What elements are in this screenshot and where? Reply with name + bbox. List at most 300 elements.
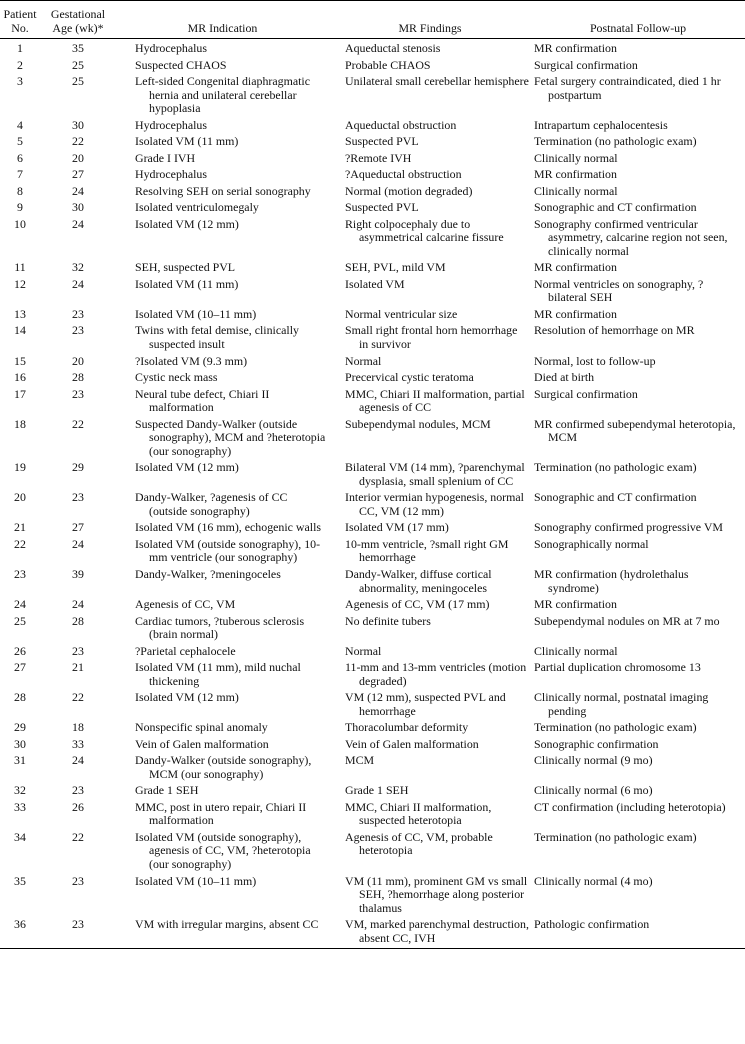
cell-mr-findings — [329, 418, 531, 462]
table-row — [0, 721, 745, 737]
cell-mr-indication-text: Dandy-Walker, ?meningoceles — [135, 566, 281, 581]
header-gestational-age: Gestational Age (wk)* — [40, 1, 116, 39]
cell-gestational-age — [40, 538, 116, 568]
cell-patient-no — [0, 875, 40, 919]
cell-patient-no-text: 2 — [17, 57, 23, 72]
cell-gestational-age-text: 21 — [72, 660, 84, 675]
table-row — [0, 135, 745, 151]
cell-mr-indication — [116, 721, 329, 737]
cell-patient-no-text: 18 — [14, 416, 26, 431]
cell-postnatal-followup — [531, 168, 745, 184]
cell-postnatal-followup-text: MR confirmation — [534, 260, 617, 275]
cell-postnatal-followup-text: Clinically normal (6 mo) — [534, 783, 653, 798]
cell-gestational-age-text: 23 — [72, 643, 84, 658]
cell-mr-findings — [329, 119, 531, 135]
cell-mr-indication — [116, 831, 329, 875]
cell-gestational-age — [40, 661, 116, 691]
cell-mr-findings — [329, 168, 531, 184]
cell-mr-findings — [329, 308, 531, 324]
table-row — [0, 418, 745, 462]
cell-postnatal-followup — [531, 261, 745, 277]
cell-gestational-age-text: 23 — [72, 490, 84, 505]
cell-patient-no-text: 23 — [14, 566, 26, 581]
cell-gestational-age-text: 29 — [72, 460, 84, 475]
cell-mr-findings-text: Normal ventricular size — [345, 306, 458, 321]
cell-mr-indication — [116, 418, 329, 462]
cell-gestational-age — [40, 119, 116, 135]
cell-postnatal-followup — [531, 324, 745, 354]
table-row — [0, 278, 745, 308]
cell-gestational-age-text: 27 — [72, 167, 84, 182]
cell-postnatal-followup-text: Termination (no pathologic exam) — [534, 134, 697, 149]
cell-mr-indication-text: Isolated VM (16 mm), echogenic walls — [135, 520, 322, 535]
cell-patient-no-text: 30 — [14, 736, 26, 751]
cell-patient-no — [0, 39, 40, 59]
cell-mr-findings-text: Normal — [345, 353, 382, 368]
cell-gestational-age — [40, 645, 116, 661]
cell-postnatal-followup — [531, 491, 745, 521]
cell-mr-indication — [116, 371, 329, 387]
cell-patient-no — [0, 388, 40, 418]
cell-patient-no-text: 33 — [14, 799, 26, 814]
cell-gestational-age — [40, 691, 116, 721]
cell-postnatal-followup-text: Died at birth — [534, 370, 595, 385]
cell-postnatal-followup — [531, 388, 745, 418]
cell-mr-indication-text: SEH, suspected PVL — [135, 260, 236, 275]
cell-mr-findings — [329, 918, 531, 949]
cell-mr-indication-text: Isolated VM (12 mm) — [135, 460, 239, 475]
cell-mr-findings-text: Vein of Galen malformation — [345, 736, 479, 751]
cell-mr-indication — [116, 59, 329, 75]
cell-mr-indication-text: Hydrocephalus — [135, 117, 207, 132]
table-row — [0, 355, 745, 371]
cell-patient-no — [0, 168, 40, 184]
cell-mr-findings — [329, 491, 531, 521]
cell-postnatal-followup — [531, 784, 745, 800]
cell-mr-indication-text: Grade 1 SEH — [135, 783, 199, 798]
cell-mr-findings — [329, 152, 531, 168]
cell-patient-no-text: 31 — [14, 753, 26, 768]
cell-gestational-age — [40, 598, 116, 614]
cell-mr-findings — [329, 754, 531, 784]
cell-gestational-age — [40, 152, 116, 168]
cell-gestational-age — [40, 784, 116, 800]
cell-patient-no-text: 17 — [14, 386, 26, 401]
cell-mr-findings — [329, 568, 531, 598]
table-header — [0, 1, 745, 39]
cell-patient-no — [0, 721, 40, 737]
cell-patient-no — [0, 75, 40, 119]
cell-patient-no-text: 24 — [14, 597, 26, 612]
cell-patient-no — [0, 568, 40, 598]
cell-mr-findings — [329, 645, 531, 661]
cell-postnatal-followup — [531, 308, 745, 324]
cell-mr-findings-text: Grade 1 SEH — [345, 783, 409, 798]
cell-gestational-age — [40, 721, 116, 737]
cell-mr-indication — [116, 39, 329, 59]
cell-gestational-age — [40, 918, 116, 949]
cell-mr-indication — [116, 691, 329, 721]
cell-patient-no — [0, 598, 40, 614]
cell-postnatal-followup-text: Termination (no pathologic exam) — [534, 460, 697, 475]
cell-patient-no-text: 26 — [14, 643, 26, 658]
cell-mr-findings — [329, 784, 531, 800]
cell-mr-findings — [329, 135, 531, 151]
cell-mr-indication-text: Resolving SEH on serial sonography — [135, 183, 311, 198]
cell-postnatal-followup-text: MR confirmation (hydrolethalus syndrome) — [534, 566, 689, 595]
cell-mr-indication — [116, 324, 329, 354]
cell-mr-indication — [116, 168, 329, 184]
cell-mr-indication-text: MMC, post in utero repair, Chiari II malformation — [135, 799, 307, 828]
cell-patient-no — [0, 521, 40, 537]
cell-patient-no — [0, 491, 40, 521]
cell-gestational-age-text: 39 — [72, 566, 84, 581]
cell-patient-no-text: 5 — [17, 134, 23, 149]
cell-postnatal-followup-text: Clinically normal — [534, 183, 618, 198]
cell-gestational-age-text: 20 — [72, 150, 84, 165]
cell-mr-findings — [329, 324, 531, 354]
cell-mr-indication-text: Cardiac tumors, ?tuberous sclerosis (brain normal) — [135, 613, 305, 642]
cell-gestational-age-text: 18 — [72, 720, 84, 735]
cell-patient-no-text: 6 — [17, 150, 23, 165]
cell-mr-findings-text: ?Aqueductal obstruction — [345, 167, 462, 182]
cell-postnatal-followup-text: MR confirmation — [534, 597, 617, 612]
cell-postnatal-followup — [531, 461, 745, 491]
cell-mr-findings — [329, 201, 531, 217]
table-row — [0, 645, 745, 661]
cell-postnatal-followup-text: MR confirmation — [534, 167, 617, 182]
cell-postnatal-followup — [531, 185, 745, 201]
cell-gestational-age-text: 24 — [72, 216, 84, 231]
cell-patient-no-text: 12 — [14, 276, 26, 291]
table-row — [0, 201, 745, 217]
cell-mr-indication-text: Twins with fetal demise, clinically suspected insult — [135, 323, 299, 352]
cell-patient-no-text: 8 — [17, 183, 23, 198]
cell-mr-indication — [116, 598, 329, 614]
table-row — [0, 615, 745, 645]
cell-gestational-age — [40, 875, 116, 919]
cell-gestational-age-text: 22 — [72, 134, 84, 149]
cell-mr-findings — [329, 261, 531, 277]
table-row — [0, 754, 745, 784]
cell-gestational-age — [40, 491, 116, 521]
cell-postnatal-followup — [531, 691, 745, 721]
cell-postnatal-followup — [531, 152, 745, 168]
cell-postnatal-followup — [531, 39, 745, 59]
cell-gestational-age — [40, 185, 116, 201]
cell-gestational-age-text: 25 — [72, 74, 84, 89]
cell-patient-no — [0, 308, 40, 324]
cell-mr-findings-text: Aqueductal obstruction — [345, 117, 457, 132]
table-row — [0, 538, 745, 568]
cell-postnatal-followup — [531, 59, 745, 75]
cell-mr-indication-text: Neural tube defect, Chiari II malformation — [135, 386, 270, 415]
cell-patient-no — [0, 185, 40, 201]
cell-postnatal-followup-text: Sonographic and CT confirmation — [534, 490, 697, 505]
cell-gestational-age — [40, 461, 116, 491]
cell-mr-findings-text: Agenesis of CC, VM, probable heterotopia — [345, 829, 493, 858]
cell-gestational-age-text: 22 — [72, 416, 84, 431]
cell-mr-indication-text: Isolated ventriculomegaly — [135, 200, 259, 215]
cell-patient-no — [0, 135, 40, 151]
cell-mr-findings — [329, 691, 531, 721]
cell-gestational-age — [40, 59, 116, 75]
cell-mr-indication-text: Isolated VM (outside sonography), 10-mm ventricle (our sonography) — [135, 536, 321, 565]
cell-mr-findings — [329, 801, 531, 831]
cell-mr-findings — [329, 661, 531, 691]
cell-mr-indication — [116, 875, 329, 919]
cell-mr-indication-text: Isolated VM (11 mm) — [135, 134, 239, 149]
cell-patient-no-text: 7 — [17, 167, 23, 182]
table-row — [0, 875, 745, 919]
table-row — [0, 39, 745, 59]
cell-postnatal-followup — [531, 218, 745, 262]
cell-postnatal-followup — [531, 721, 745, 737]
cell-mr-findings-text: Interior vermian hypogenesis, normal CC, VM (12 mm) — [345, 490, 524, 518]
cell-patient-no-text: 9 — [17, 200, 23, 215]
cell-postnatal-followup — [531, 201, 745, 217]
cell-gestational-age-text: 22 — [72, 829, 84, 844]
cell-postnatal-followup-text: Sonographic confirmation — [534, 736, 659, 751]
cell-postnatal-followup-text: Normal ventricles on sonography, ?bilateral SEH — [534, 276, 704, 305]
cell-postnatal-followup-text: Normal, lost to follow-up — [534, 353, 656, 368]
cell-postnatal-followup — [531, 521, 745, 537]
cell-gestational-age — [40, 355, 116, 371]
cell-patient-no — [0, 261, 40, 277]
cell-mr-findings — [329, 278, 531, 308]
cell-mr-findings-text: MCM — [345, 753, 375, 768]
table-row — [0, 185, 745, 201]
cell-mr-indication — [116, 278, 329, 308]
cell-mr-indication — [116, 308, 329, 324]
cell-patient-no — [0, 661, 40, 691]
table-row — [0, 784, 745, 800]
cell-patient-no-text: 25 — [14, 613, 26, 628]
cell-gestational-age-text: 24 — [72, 536, 84, 551]
cell-postnatal-followup-text: CT confirmation (including heterotopia) — [534, 799, 726, 814]
cell-mr-findings — [329, 738, 531, 754]
cell-mr-indication-text: Isolated VM (11 mm), mild nuchal thickening — [135, 660, 301, 688]
cell-gestational-age-text: 20 — [72, 353, 84, 368]
cell-patient-no-text: 36 — [14, 917, 26, 932]
cell-patient-no — [0, 615, 40, 645]
table-row — [0, 461, 745, 491]
cell-postnatal-followup-text: Clinically normal — [534, 150, 618, 165]
cell-gestational-age — [40, 738, 116, 754]
cell-mr-findings-text: No definite tubers — [345, 613, 431, 628]
cell-patient-no-text: 15 — [14, 353, 26, 368]
cell-gestational-age-text: 22 — [72, 690, 84, 705]
cell-mr-indication-text: Grade I IVH — [135, 150, 196, 165]
header-mr-indication: MR Indication — [116, 1, 329, 39]
cell-mr-findings-text: MMC, Chiari II malformation, suspected heterotopia — [345, 799, 492, 828]
cell-mr-findings — [329, 875, 531, 919]
cell-postnatal-followup — [531, 418, 745, 462]
cell-gestational-age-text: 27 — [72, 520, 84, 535]
cell-mr-findings — [329, 831, 531, 875]
cell-mr-indication-text: Dandy-Walker, ?agenesis of CC (outside sonography) — [135, 490, 288, 518]
cell-patient-no — [0, 645, 40, 661]
cell-postnatal-followup-text: Termination (no pathologic exam) — [534, 829, 697, 844]
cell-gestational-age-text: 24 — [72, 276, 84, 291]
cell-mr-indication-text: Isolated VM (12 mm) — [135, 690, 239, 705]
cell-patient-no-text: 28 — [14, 690, 26, 705]
cell-postnatal-followup-text: Resolution of hemorrhage on MR — [534, 323, 695, 338]
cell-patient-no — [0, 784, 40, 800]
cell-mr-indication — [116, 261, 329, 277]
cell-postnatal-followup — [531, 598, 745, 614]
cell-gestational-age-text: 25 — [72, 57, 84, 72]
cell-postnatal-followup-text: MR confirmed subependymal heterotopia, MCM — [534, 416, 736, 445]
cell-mr-findings-text: VM (11 mm), prominent GM vs small SEH, ?hemorrhage along posterior thalamus — [345, 873, 528, 915]
cell-postnatal-followup-text: Sonographically normal — [534, 536, 649, 551]
cell-mr-indication — [116, 784, 329, 800]
cell-postnatal-followup — [531, 801, 745, 831]
cell-gestational-age-text: 28 — [72, 370, 84, 385]
cell-mr-indication — [116, 119, 329, 135]
cell-gestational-age-text: 23 — [72, 323, 84, 338]
table-body — [0, 39, 745, 949]
table-row — [0, 691, 745, 721]
cell-patient-no — [0, 754, 40, 784]
cell-gestational-age — [40, 568, 116, 598]
cell-gestational-age — [40, 371, 116, 387]
cell-mr-findings — [329, 371, 531, 387]
cell-mr-indication — [116, 75, 329, 119]
cell-mr-findings-text: SEH, PVL, mild VM — [345, 260, 446, 275]
cell-mr-indication — [116, 521, 329, 537]
cell-mr-indication — [116, 645, 329, 661]
cell-mr-findings-text: Unilateral small cerebellar hemisphere — [345, 74, 529, 89]
cell-mr-indication — [116, 388, 329, 418]
cell-patient-no-text: 22 — [14, 536, 26, 551]
cell-mr-findings-text: Subependymal nodules, MCM — [345, 416, 491, 431]
cell-postnatal-followup-text: Surgical confirmation — [534, 57, 638, 72]
cell-mr-findings-text: Suspected PVL — [345, 200, 419, 215]
table-row — [0, 831, 745, 875]
cell-patient-no — [0, 831, 40, 875]
cell-postnatal-followup-text: Sonography confirmed ventricular asymmetry, calcarine region not seen, clinically normal — [534, 216, 728, 258]
cell-postnatal-followup-text: Partial duplication chromosome 13 — [534, 660, 701, 675]
cell-patient-no-text: 3 — [17, 74, 23, 89]
cell-mr-findings — [329, 59, 531, 75]
cell-gestational-age-text: 23 — [72, 783, 84, 798]
cell-mr-indication — [116, 355, 329, 371]
cell-gestational-age — [40, 75, 116, 119]
cell-patient-no-text: 35 — [14, 873, 26, 888]
cell-mr-indication — [116, 661, 329, 691]
cell-gestational-age-text: 24 — [72, 183, 84, 198]
cell-mr-findings — [329, 721, 531, 737]
cell-mr-findings-text: Bilateral VM (14 mm), ?parenchymal dysplasia, small splenium of CC — [345, 460, 525, 488]
cell-mr-findings-text: Isolated VM — [345, 276, 405, 291]
cell-postnatal-followup — [531, 119, 745, 135]
cell-mr-findings-text: Dandy-Walker, diffuse cortical abnormality, meningoceles — [345, 566, 492, 595]
cell-mr-findings — [329, 75, 531, 119]
table-row — [0, 75, 745, 119]
cell-mr-indication-text: Nonspecific spinal anomaly — [135, 720, 268, 735]
cell-mr-findings-text: Small right frontal horn hemorrhage in survivor — [345, 323, 518, 352]
cell-patient-no — [0, 119, 40, 135]
table-row — [0, 738, 745, 754]
cell-postnatal-followup-text: Clinically normal, postnatal imaging pending — [534, 690, 709, 718]
cell-mr-indication — [116, 185, 329, 201]
cell-mr-findings-text: Agenesis of CC, VM (17 mm) — [345, 597, 490, 612]
cell-gestational-age — [40, 168, 116, 184]
table-row — [0, 568, 745, 598]
cell-gestational-age — [40, 135, 116, 151]
cell-postnatal-followup — [531, 135, 745, 151]
cell-patient-no-text: 14 — [14, 323, 26, 338]
cell-patient-no — [0, 371, 40, 387]
header-mr-findings: MR Findings — [329, 1, 531, 39]
cell-mr-indication — [116, 801, 329, 831]
cell-postnatal-followup-text: Clinically normal (4 mo) — [534, 873, 653, 888]
cell-postnatal-followup — [531, 831, 745, 875]
cell-patient-no-text: 16 — [14, 370, 26, 385]
cell-mr-indication-text: Cystic neck mass — [135, 370, 218, 385]
cell-mr-indication — [116, 615, 329, 645]
cell-gestational-age-text: 23 — [72, 917, 84, 932]
cell-postnatal-followup-text: Sonographic and CT confirmation — [534, 200, 697, 215]
cell-gestational-age — [40, 39, 116, 59]
cell-mr-findings-text: Thoracolumbar deformity — [345, 720, 469, 735]
cell-gestational-age — [40, 801, 116, 831]
cell-postnatal-followup-text: MR confirmation — [534, 306, 617, 321]
cell-mr-findings-text: Normal — [345, 643, 382, 658]
cell-postnatal-followup — [531, 615, 745, 645]
cell-gestational-age-text: 28 — [72, 613, 84, 628]
cell-postnatal-followup — [531, 75, 745, 119]
cell-mr-findings — [329, 185, 531, 201]
cell-postnatal-followup — [531, 538, 745, 568]
cell-patient-no-text: 34 — [14, 829, 26, 844]
cell-postnatal-followup — [531, 918, 745, 949]
cell-mr-findings — [329, 615, 531, 645]
cell-gestational-age — [40, 261, 116, 277]
cell-mr-findings-text: Probable CHAOS — [345, 57, 431, 72]
cell-mr-indication-text: VM with irregular margins, absent CC — [135, 917, 319, 932]
cell-postnatal-followup — [531, 371, 745, 387]
cell-mr-indication — [116, 538, 329, 568]
cell-postnatal-followup-text: Fetal surgery contraindicated, died 1 hr postpartum — [534, 74, 721, 102]
cell-mr-findings-text: Normal (motion degraded) — [345, 183, 473, 198]
cell-patient-no-text: 19 — [14, 460, 26, 475]
table-row — [0, 218, 745, 262]
cell-gestational-age-text: 30 — [72, 200, 84, 215]
cell-mr-indication-text: Isolated VM (outside sonography), agenesis of CC, VM, ?heterotopia (our sonography) — [135, 829, 311, 872]
cell-postnatal-followup-text: Sonography confirmed progressive VM — [534, 520, 724, 535]
cell-gestational-age — [40, 615, 116, 645]
cell-postnatal-followup — [531, 875, 745, 919]
cell-gestational-age-text: 32 — [72, 260, 84, 275]
cell-patient-no — [0, 461, 40, 491]
cell-patient-no-text: 32 — [14, 783, 26, 798]
cell-patient-no-text: 13 — [14, 306, 26, 321]
cell-mr-indication — [116, 738, 329, 754]
cell-postnatal-followup-text: Termination (no pathologic exam) — [534, 720, 697, 735]
cell-patient-no — [0, 152, 40, 168]
cell-patient-no — [0, 418, 40, 462]
cell-mr-findings — [329, 355, 531, 371]
cell-gestational-age — [40, 831, 116, 875]
cell-gestational-age-text: 24 — [72, 753, 84, 768]
cell-postnatal-followup-text: MR confirmation — [534, 41, 617, 56]
cell-patient-no-text: 4 — [17, 117, 23, 132]
cell-mr-indication — [116, 152, 329, 168]
cell-patient-no-text: 11 — [14, 260, 26, 275]
table-row — [0, 119, 745, 135]
